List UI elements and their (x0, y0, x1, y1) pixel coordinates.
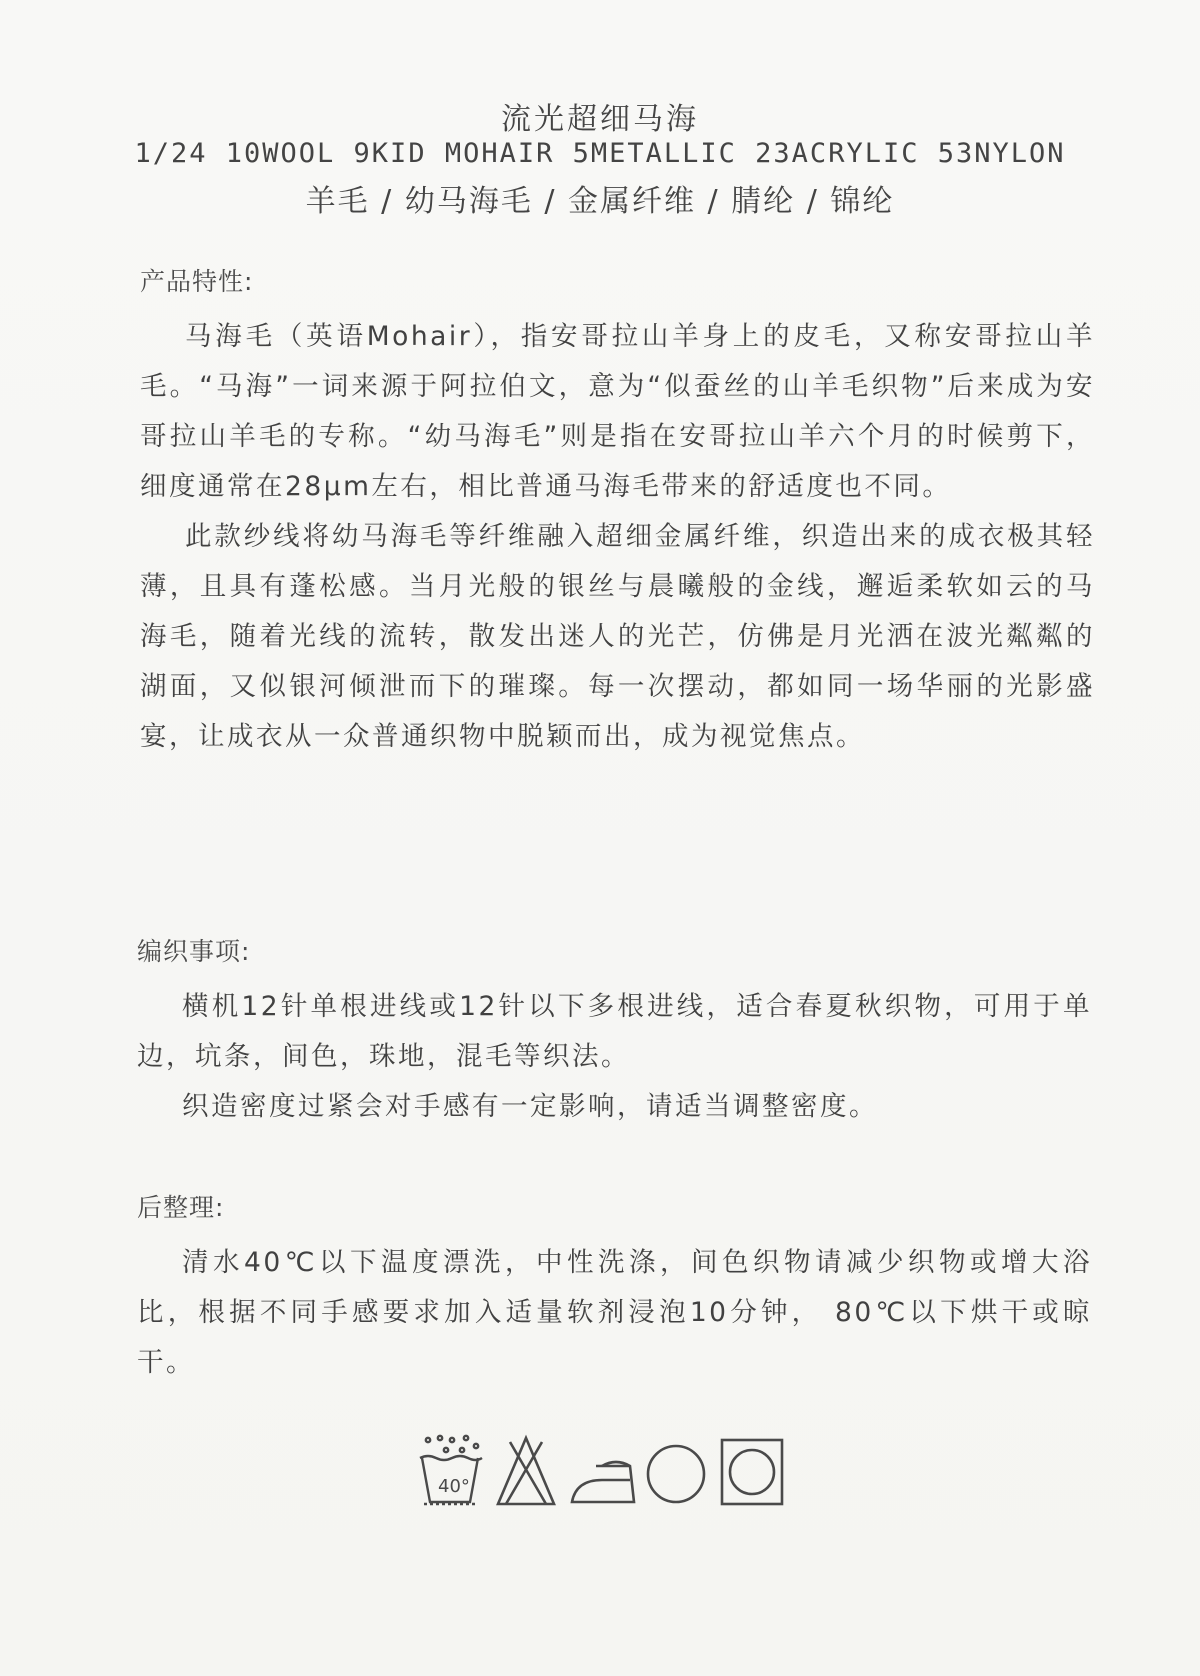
tumble-dry-icon (722, 1440, 782, 1504)
care-symbols (418, 1432, 818, 1512)
knitting-heading: 编织事项: (137, 937, 251, 966)
iron-icon (572, 1462, 634, 1502)
features-section (140, 262, 1095, 762)
knitting-section (137, 932, 1092, 1132)
features-paragraph-2: 此款纱线将幼马海毛等纤维融入超细金属纤维，织造出来的成衣极其轻薄，且具有蓬松感。当月光般的银丝与晨曦般的金线，邂逅柔软如云的马海毛，随着光线的流转，散发出迷人的光芒，仿佛是月光洒在波光粼粼的湖面，又似银河倾泄而下的璀璨。每一次摆动，都如同一场华丽的光影盛宴，让成衣从一众普通织物中脱颖而出，成为视觉焦点。 (140, 521, 1095, 752)
knitting-paragraph-2: 织造密度过紧会对手感有一定影响，请适当调整密度。 (182, 1091, 878, 1122)
dry-clean-icon (648, 1446, 704, 1502)
do-not-bleach-icon (498, 1438, 554, 1504)
finishing-heading: 后整理: (137, 1193, 225, 1222)
hand-wash-40-icon (420, 1436, 482, 1504)
fiber-composition: 1/24 10WOOL 9KID MOHAIR 5METALLIC 23ACRYLIC 53NYLON (134, 138, 1066, 169)
fiber-names: 羊毛 / 幼马海毛 / 金属纤维 / 腈纶 / 锦纶 (305, 184, 895, 219)
features-paragraph-1: 马海毛（英语Mohair），指安哥拉山羊身上的皮毛，又称安哥拉山羊毛。“马海”一词来源于阿拉伯文，意为“似蚕丝的山羊毛织物”后来成为安哥拉山羊毛的专称。“幼马海毛”则是指在安哥拉山羊六个月的时候剪下，细度通常在28μm左右，相比普通马海毛带来的舒适度也不同。 (140, 321, 1095, 502)
product-title: 流光超细马海 (501, 102, 699, 137)
knitting-paragraph-1: 横机12针单根进线或12针以下多根进线，适合春夏秋织物，可用于单边，坑条，间色，珠地，混毛等织法。 (137, 991, 1092, 1072)
finishing-paragraph-1: 清水40℃以下温度漂洗，中性洗涤，间色织物请减少织物或增大浴比，根据不同手感要求加入适量软剂浸泡10分钟， 80℃以下烘干或晾干。 (137, 1247, 1092, 1378)
wash-temperature-label: 40° (438, 1476, 470, 1497)
finishing-section (137, 1188, 1092, 1388)
features-heading: 产品特性: (140, 267, 254, 296)
